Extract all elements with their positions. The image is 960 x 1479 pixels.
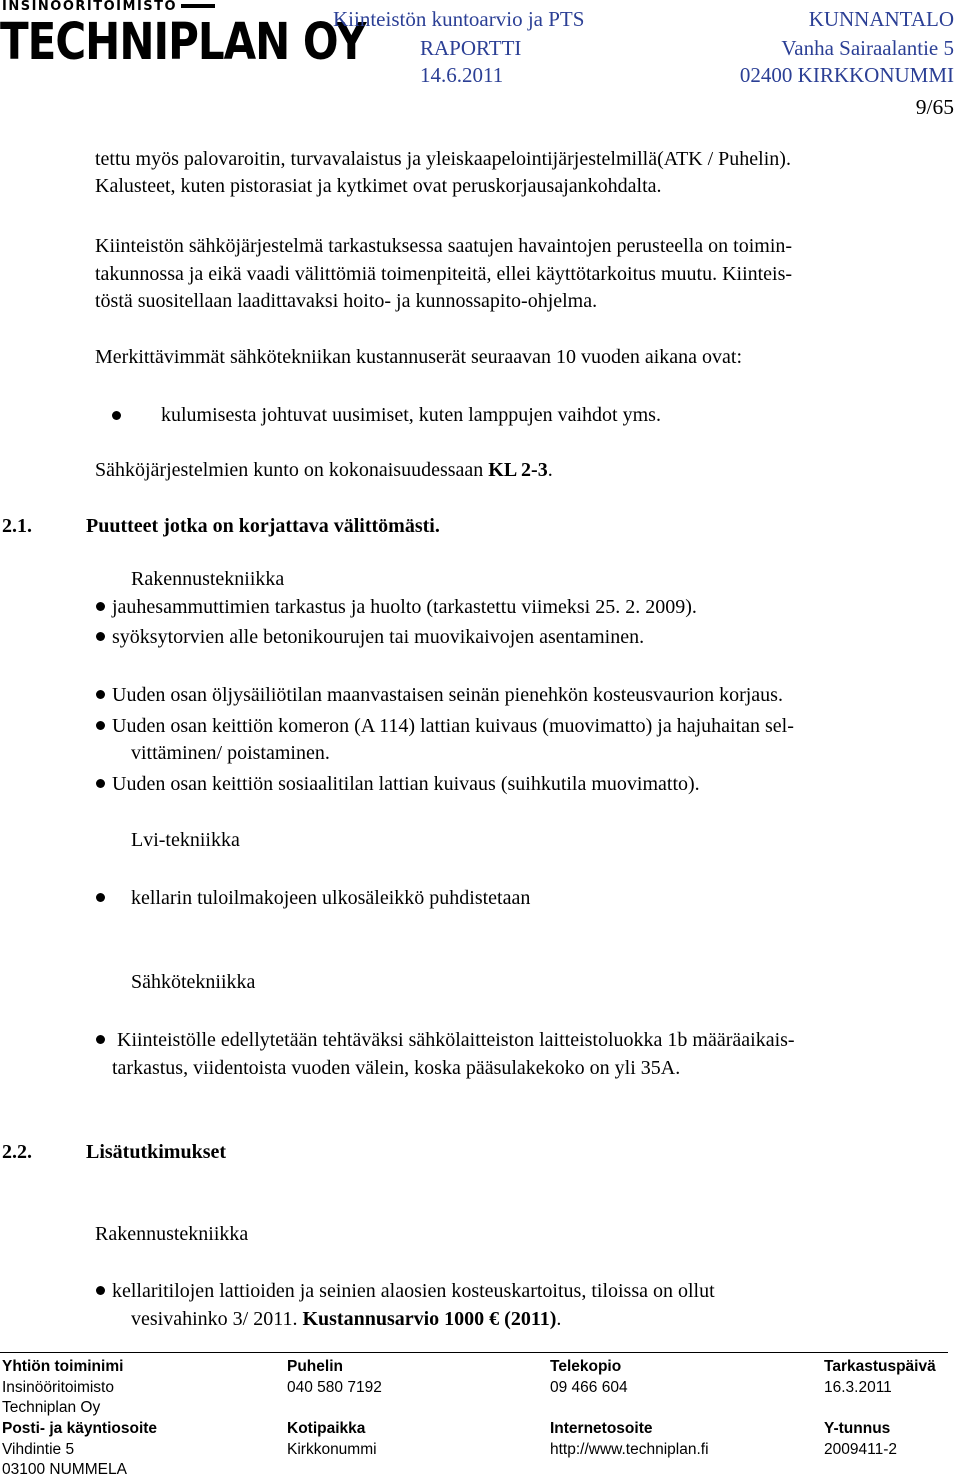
- footer-header-home: Kotipaikka: [287, 1420, 366, 1437]
- page-number: 9/65: [915, 95, 954, 119]
- subsection-label: Lvi-tekniikka: [131, 829, 240, 851]
- condition-summary: Sähköjärjestelmien kunto on kokonaisuudessaan KL 2-3.: [95, 459, 553, 481]
- bullet-icon: [96, 779, 105, 788]
- footer-date: 16.3.2011: [824, 1379, 892, 1396]
- section-title: Puutteet jotka on korjattava välittömästi.: [86, 515, 440, 537]
- paragraph-line: tettu myös palovaroitin, turvavalaistus ja yleiskaapelointijärjestelmillä(ATK / Puhelin).: [95, 148, 791, 170]
- footer-header-fax: Telekopio: [550, 1358, 622, 1375]
- footer-address: Vihdintie 5: [2, 1441, 75, 1458]
- footer-phone: 040 580 7192: [287, 1379, 382, 1396]
- list-item: kellarin tuloilmakojeen ulkosäleikkö puhdistetaan: [131, 887, 531, 909]
- footer-header-name: Yhtiön toiminimi: [2, 1358, 124, 1375]
- list-item: Uuden osan öljysäiliötilan maanvastaisen seinän pienehkön kosteusvaurion korjaus.: [112, 684, 783, 706]
- list-item: Kiinteistölle edellytetään tehtäväksi sähkölaitteiston laitteistoluokka 1b määräaikais-: [117, 1029, 795, 1051]
- list-item: jauhesammuttimien tarkastus ja huolto (tarkastettu viimeksi 25. 2. 2009).: [112, 596, 697, 618]
- bullet-icon: [96, 632, 105, 641]
- paragraph-line: Merkittävimmät sähkötekniikan kustannuserät seuraavan 10 vuoden aikana ovat:: [95, 346, 743, 368]
- cost-estimate: Kustannusarvio 1000 € (2011): [302, 1308, 557, 1330]
- list-item-continuation: vittäminen/ poistaminen.: [131, 742, 330, 764]
- footer-home: Kirkkonummi: [287, 1441, 377, 1458]
- cost-estimate-line: vesivahinko 3/ 2011. Kustannusarvio 1000 € (2011).: [131, 1308, 562, 1330]
- section-number: 2.2.: [2, 1141, 32, 1163]
- footer-company: Techniplan Oy: [2, 1399, 101, 1416]
- bullet-icon: [112, 411, 121, 420]
- company-logo: TECHNIPLAN OY: [0, 12, 366, 71]
- report-title: Kiinteistön kuntoarvio ja PTS: [333, 7, 585, 31]
- list-item: syöksytorvien alle betonikourujen tai muovikaivojen asentaminen.: [112, 626, 645, 648]
- footer-address: 03100 NUMMELA: [2, 1461, 127, 1478]
- report-date: 14.6.2011: [420, 63, 504, 87]
- logo-rule: [181, 4, 215, 8]
- footer-ytunnus: 2009411-2: [824, 1441, 897, 1458]
- bullet-icon: [96, 690, 105, 699]
- bullet-icon: [96, 721, 105, 730]
- footer-header-web: Internetosoite: [550, 1420, 653, 1437]
- subsection-label: Rakennustekniikka: [95, 1223, 249, 1245]
- list-item-continuation: tarkastus, viidentoista vuoden välein, koska pääsulakekoko on yli 35A.: [112, 1057, 681, 1079]
- section-number: 2.1.: [2, 515, 32, 537]
- bullet-icon: [96, 893, 105, 902]
- bullet-icon: [96, 1286, 105, 1295]
- condition-class: KL 2-3: [488, 459, 548, 481]
- footer-company: Insinööritoimisto: [2, 1379, 114, 1396]
- footer-header-address: Posti- ja käyntiosoite: [2, 1420, 158, 1437]
- building-name: KUNNANTALO: [808, 7, 954, 31]
- logo-top-text: INSINÖÖRITOIMISTO: [2, 0, 298, 14]
- list-item: kulumisesta johtuvat uusimiset, kuten lamppujen vaihdot yms.: [161, 404, 661, 426]
- building-street: Vanha Sairaalantie 5: [781, 36, 954, 60]
- paragraph-line: Kiinteistön sähköjärjestelmä tarkastuksessa saatujen havaintojen perusteella on toimin-: [95, 235, 793, 257]
- bullet-icon: [96, 602, 105, 611]
- list-item: Uuden osan keittiön sosiaalitilan lattian kuivaus (suihkutila muovimatto).: [112, 773, 700, 795]
- footer-header-ytunnus: Y-tunnus: [824, 1420, 891, 1437]
- bullet-icon: [96, 1035, 105, 1044]
- list-item: Uuden osan keittiön komeron (A 114) lattian kuivaus (muovimatto) ja hajuhaitan sel-: [112, 715, 794, 737]
- list-item: kellaritilojen lattioiden ja seinien alaosien kosteuskartoitus, tiloissa on ollut: [112, 1280, 715, 1302]
- paragraph-line: töstä suositellaan laadittavaksi hoito- ja kunnossapito-ohjelma.: [95, 290, 598, 312]
- footer-header-phone: Puhelin: [287, 1358, 343, 1375]
- subsection-label: Sähkötekniikka: [131, 971, 256, 993]
- footer-divider: [0, 1352, 948, 1353]
- section-title: Lisätutkimukset: [86, 1141, 227, 1163]
- footer-header-date: Tarkastuspäivä: [824, 1358, 936, 1375]
- building-city: 02400 KIRKKONUMMI: [739, 63, 954, 87]
- paragraph-line: Kalusteet, kuten pistorasiat ja kytkimet ovat peruskorjausajankohdalta.: [95, 175, 662, 197]
- subsection-label: Rakennustekniikka: [131, 568, 285, 590]
- paragraph-line: takunnossa ja eikä vaadi välittömiä toimenpiteitä, ellei käyttötarkoitus muutu. Kiinteis-: [95, 263, 793, 285]
- footer-web-link[interactable]: http://www.techniplan.fi: [550, 1441, 709, 1458]
- report-type: RAPORTTI: [420, 36, 522, 60]
- footer-fax: 09 466 604: [550, 1379, 628, 1396]
